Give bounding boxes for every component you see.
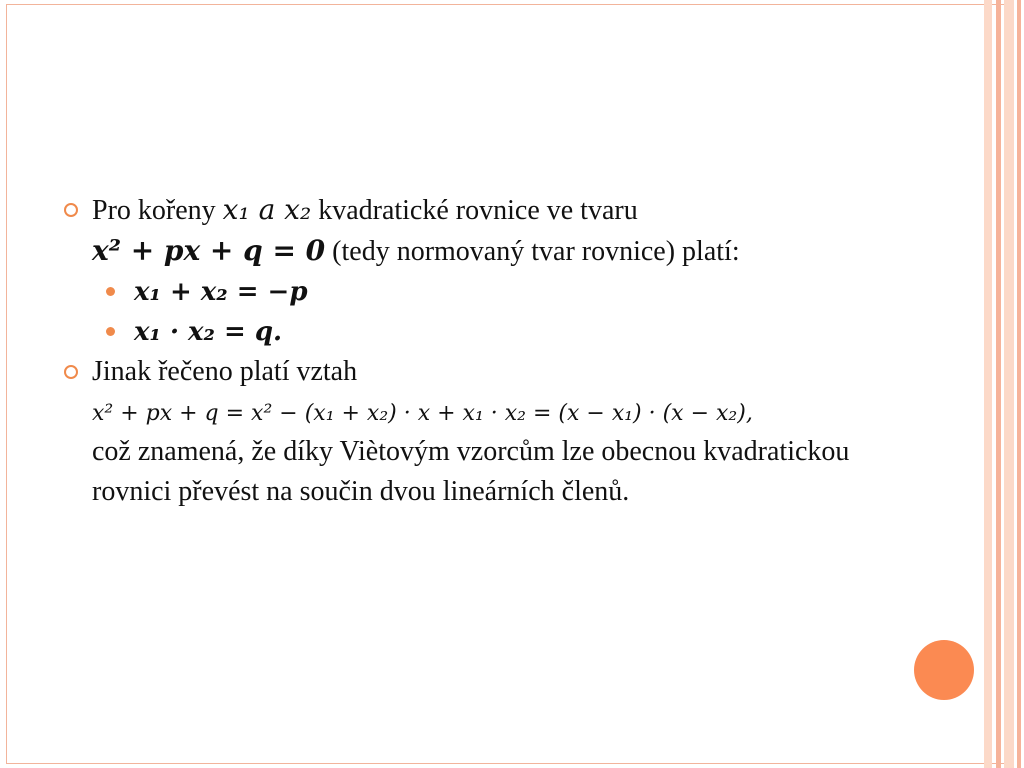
bullet-text: (tedy normovaný tvar rovnice) platí: — [325, 236, 740, 267]
bullet-icon — [64, 365, 78, 379]
stripe — [1004, 0, 1014, 768]
bullet-icon — [64, 203, 78, 217]
equation: x² + px + q = x² − (x₁ + x₂) · x + x₁ · x₂ = (x − x₁) · (x − x₂), — [92, 401, 753, 426]
sub-item — [64, 272, 884, 312]
bullet-dot-icon — [106, 327, 115, 336]
inline-math: x₁ a x₂ — [222, 193, 312, 226]
equation: x² + px + q = 0 — [92, 234, 326, 267]
stripe — [996, 0, 1001, 768]
stripe — [984, 0, 992, 768]
slide-content — [64, 190, 884, 512]
bullet-item-2 — [64, 352, 884, 512]
bullet-dot-icon — [106, 287, 115, 296]
bullet-text: což znamená, že díky Viètovým vzorcům lze obecnou kvadratickou rovnici převést na součin dvou lineárních členů. — [92, 436, 850, 507]
decorative-circle — [914, 640, 974, 700]
sub-equation: x₁ · x₂ = q. — [134, 317, 283, 347]
decorative-stripes — [984, 0, 1024, 768]
bullet-text: Pro kořeny — [92, 195, 223, 226]
bullet-text: kvadratické rovnice ve tvaru — [311, 195, 638, 226]
stripe — [1017, 0, 1021, 768]
sub-item — [64, 312, 884, 352]
bullet-item-1 — [64, 190, 884, 272]
bullet-text: Jinak řečeno platí vztah — [92, 356, 358, 387]
sub-equation: x₁ + x₂ = −p — [134, 277, 308, 307]
